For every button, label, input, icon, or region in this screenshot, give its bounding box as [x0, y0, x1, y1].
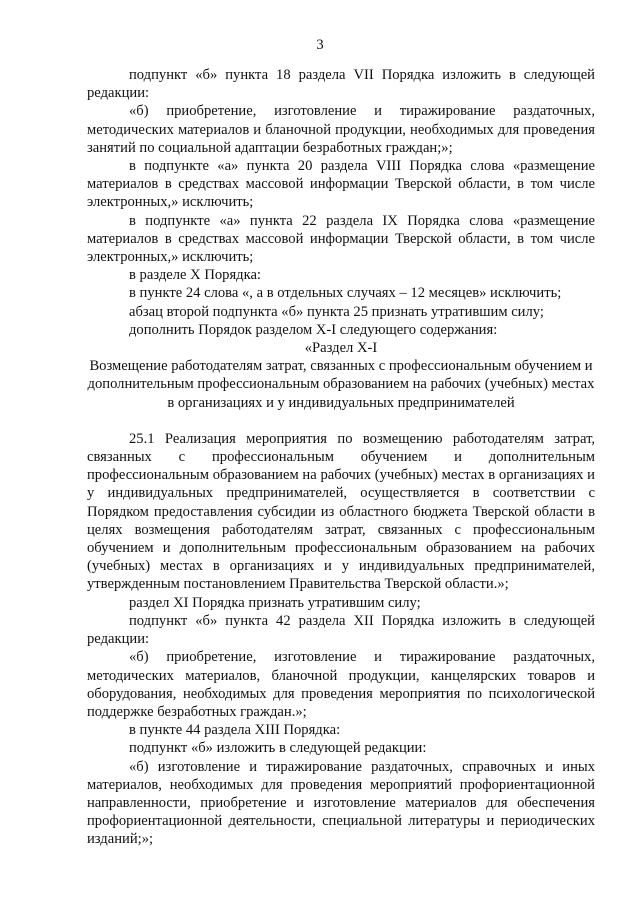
paragraph: «б) изготовление и тиражирование раздаточных, справочных и иных материалов, необходимых для проведения мероприятий профориентационной направленности, приобретение и изготовление материалов для обеспечения профориентационной деятельности, специальной литературы и периодических изданий;»; [87, 758, 595, 848]
paragraph: абзац второй подпункта «б» пункта 25 признать утратившим силу; [129, 303, 544, 320]
paragraph: раздел XI Порядка признать утратившим силу; [129, 594, 421, 611]
document-body [87, 66, 595, 849]
paragraph: подпункт «б» пункта 18 раздела VII Порядка изложить в следующей редакции: [87, 67, 595, 102]
section-title: Возмещение работодателям затрат, связанных с профессиональным обучением и дополнительным профессиональным образованием на рабочих (учебных) местах в организациях и у индивидуальных предпринимателей [87, 358, 595, 411]
paragraph: подпункт «б» пункта 42 раздела XII Порядка изложить в следующей редакции: [87, 612, 595, 648]
paragraph: дополнить Порядок разделом X-I следующего содержания: [129, 321, 498, 338]
paragraph: 25.1 Реализация мероприятия по возмещению работодателям затрат, связанных с профессиональным обучением и дополнительным профессиональным образованием на рабочих (учебных) местах в организациях и у индивидуальных предпринимателей, осуществляется в соответствии с Порядком предоставления субсидии из областного бюджета Тверской области в целях возмещения работодателям затрат, связанных с профессиональным обучением и дополнительным профессиональным образованием на рабочих (учебных) местах в организациях и у индивидуальных предпринимателей, утвержденным постановлением Правительства Тверской области.»; [87, 430, 595, 593]
paragraph: в подпункте «а» пункта 20 раздела VIII Порядка слова «размещение материалов в средствах массовой информации Тверской области, в том числе электронных,» исключить; [87, 158, 595, 211]
page-number: 3 [316, 37, 324, 53]
paragraph: в пункте 44 раздела XIII Порядка: [129, 722, 341, 739]
spacer [87, 412, 595, 430]
paragraph: в подпункте «а» пункта 22 раздела IX Порядка слова «размещение материалов в средствах массовой информации Тверской области, в том числе электронных,» исключить; [87, 212, 595, 266]
paragraph: «б) приобретение, изготовление и тиражирование раздаточных, методических материалов, бланочной продукции, канцелярских товаров и оборудования, необходимых для проведения мероприятия по психологической поддержке безработных граждан.»; [87, 649, 595, 720]
paragraph: в разделе X Порядка: [129, 267, 261, 284]
paragraph: подпункт «б» изложить в следующей редакции: [129, 740, 427, 757]
section-heading: «Раздел X-I [304, 340, 378, 357]
paragraph: в пункте 24 слова «, а в отдельных случаях – 12 месяцев» исключить; [129, 285, 562, 302]
paragraph: «б) приобретение, изготовление и тиражирование раздаточных, методических материалов и бланочной продукции, необходимых для проведения занятий по социальной адаптации безработных граждан;»; [87, 103, 595, 156]
